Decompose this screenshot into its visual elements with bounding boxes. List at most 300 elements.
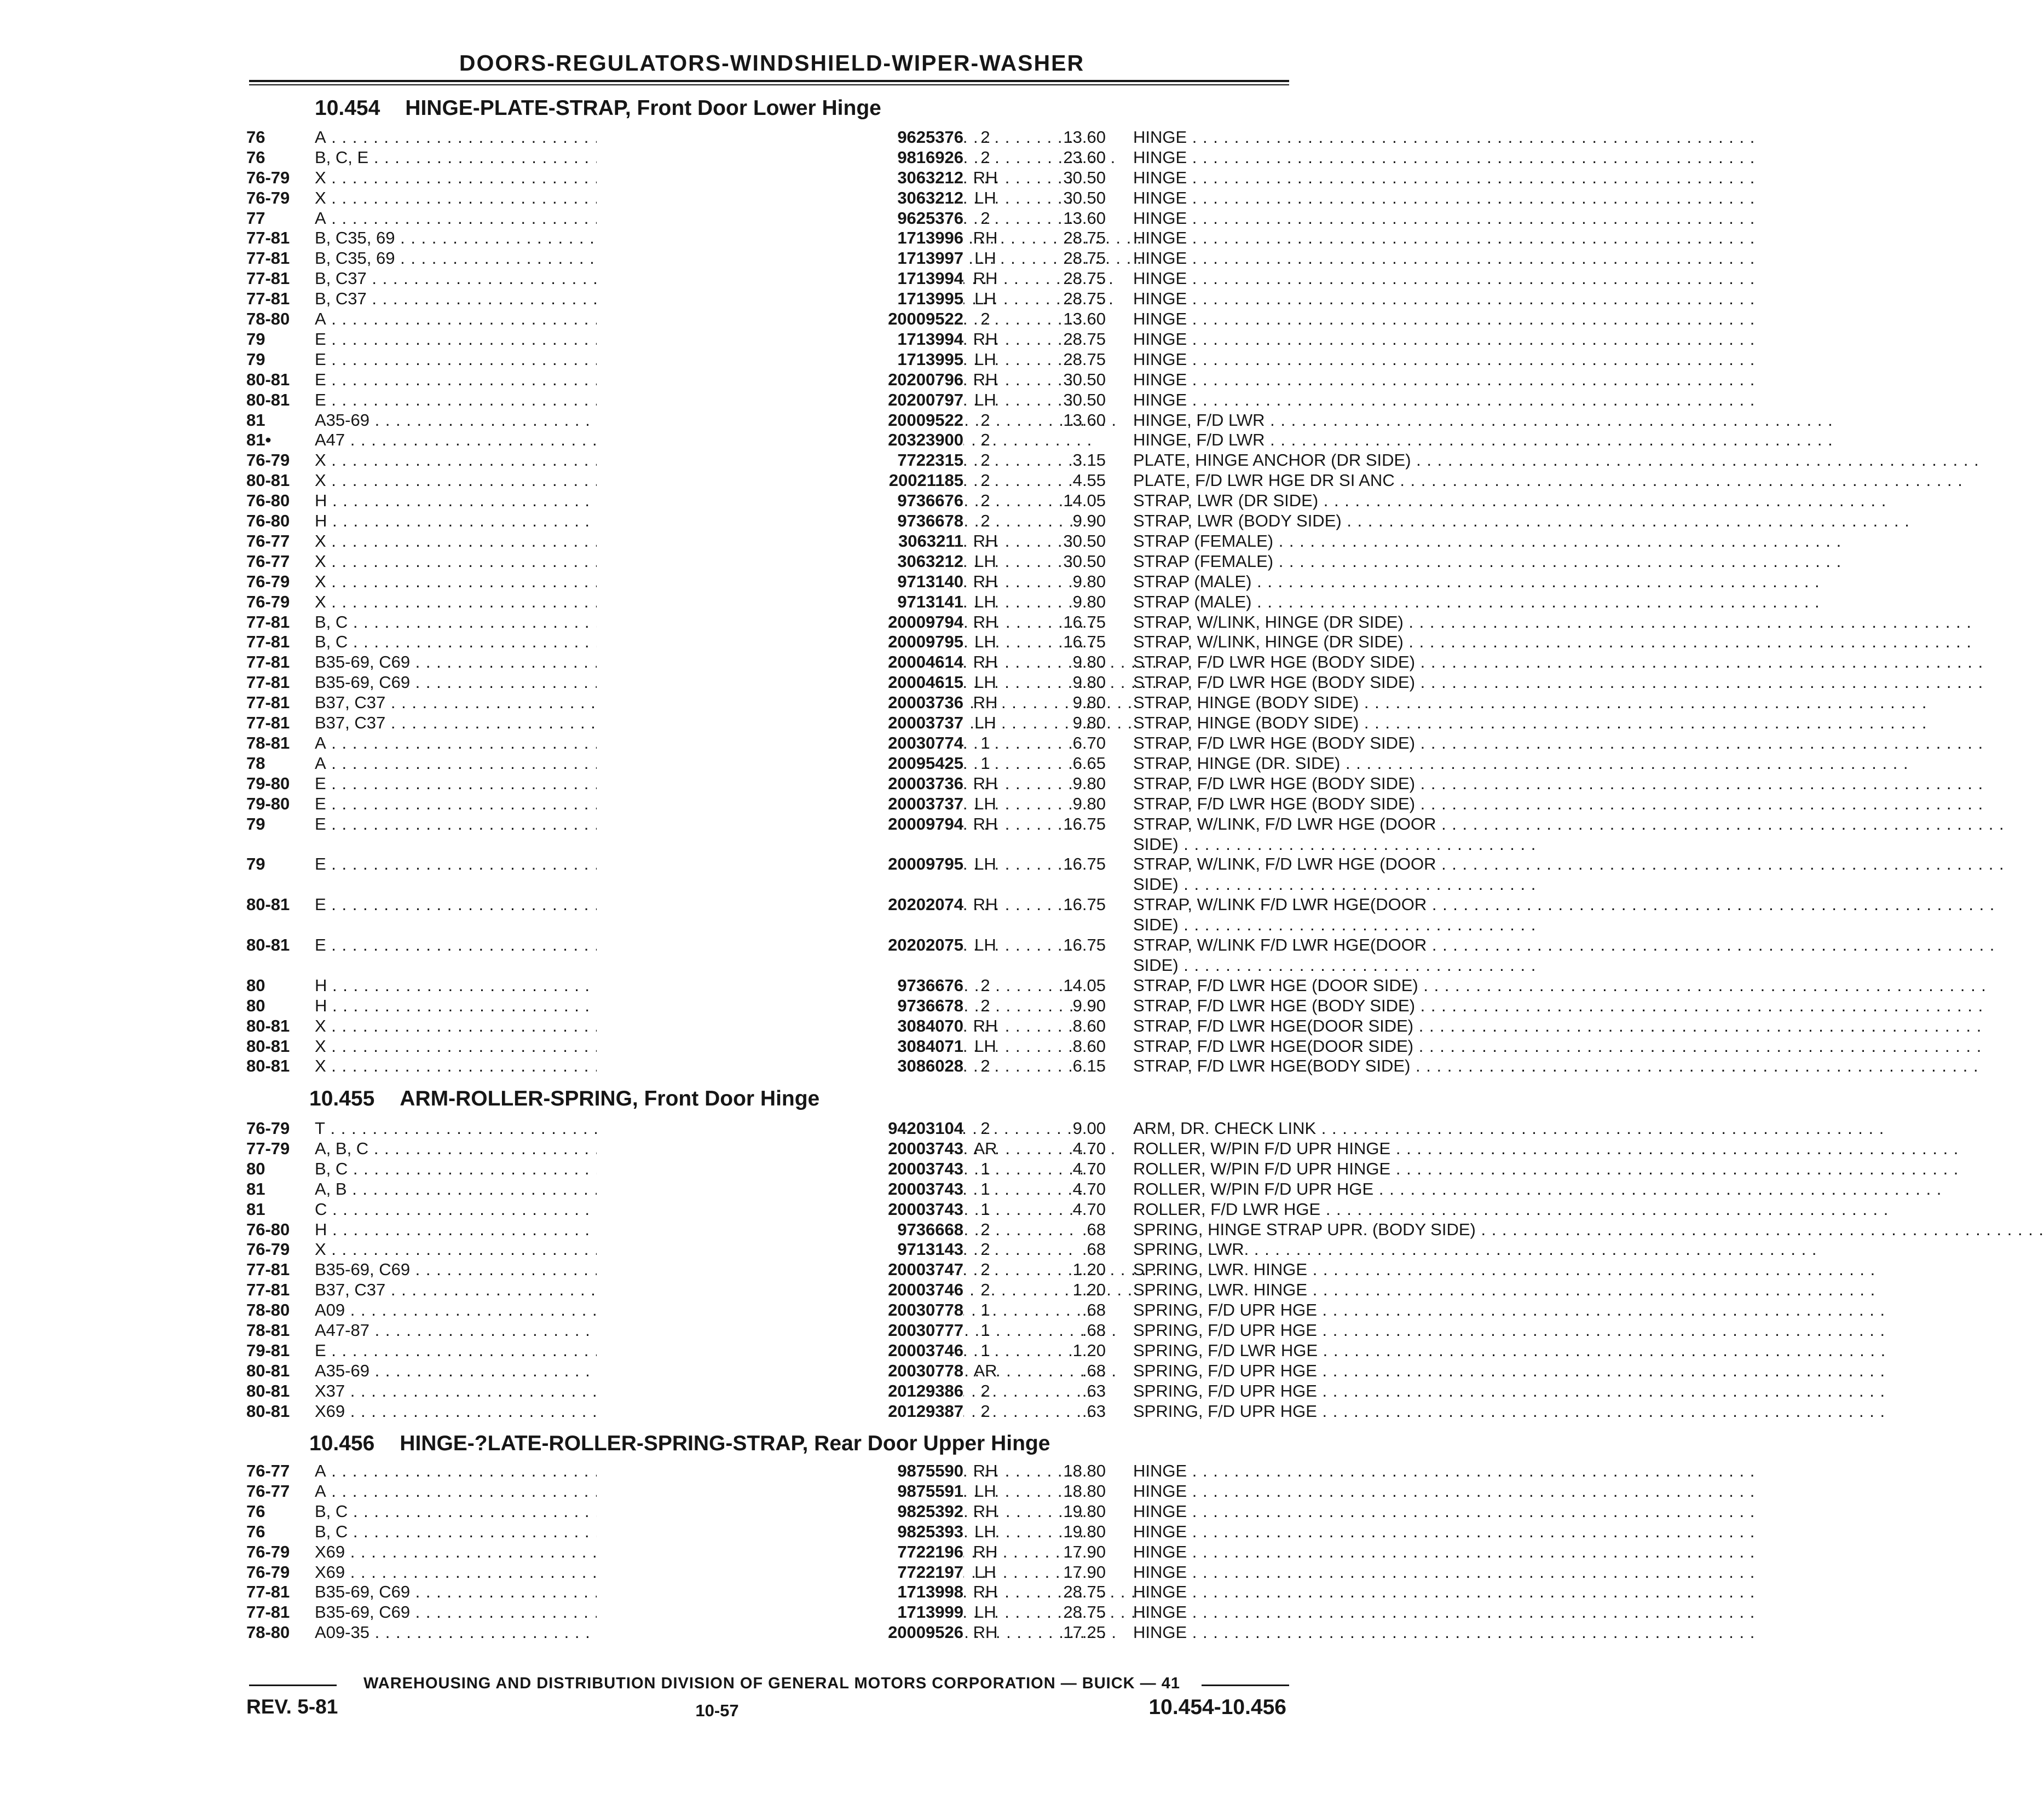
model-codes: A, B, C . . . <box>315 1139 857 1159</box>
model-codes: A . . . <box>315 733 857 753</box>
part-number: 7722197 <box>597 1562 963 1582</box>
quantity: 2 <box>980 410 990 430</box>
part-number: 20202074 <box>597 895 963 914</box>
quantity: 2 <box>980 1381 990 1400</box>
description: HINGE . . . <box>1133 228 1516 248</box>
price: 16.75 <box>1063 814 1106 833</box>
part-row <box>246 209 1275 228</box>
model-codes: E . . . <box>315 935 857 955</box>
model-year: 78-80 <box>246 1300 290 1319</box>
part-number: 20003743 <box>597 1179 963 1199</box>
quantity: RH <box>973 228 998 247</box>
model-codes: E . . . <box>315 350 857 369</box>
model-year: 76-79 <box>246 592 290 611</box>
part-number: 20129387 <box>597 1402 963 1421</box>
quantity: RH <box>973 329 998 349</box>
section-title: HINGE-PLATE-STRAP, Front Door Lower Hinge <box>405 96 881 120</box>
part-number: 9736678 <box>597 511 963 531</box>
model-codes: B35-69, C69 . . . <box>315 1582 857 1602</box>
model-year: 76 <box>246 128 265 147</box>
part-row <box>246 1341 1318 1361</box>
part-row <box>246 128 1275 147</box>
model-year: 79 <box>246 350 265 369</box>
description: HINGE, F/D LWR . . . <box>1133 410 1516 430</box>
quantity: RH <box>973 1542 998 1561</box>
price: 19.80 <box>1063 1502 1106 1521</box>
price: .63 <box>1082 1381 1106 1400</box>
part-number: 20129386 <box>597 1381 963 1401</box>
model-year: 80-81 <box>246 1016 290 1035</box>
part-number: 7722196 <box>597 1542 963 1562</box>
part-row <box>246 1240 1275 1259</box>
description: STRAP, W/LINK, F/D LWR HGE (DOOR . . . <box>1133 814 1516 834</box>
model-year: 80-81 <box>246 1037 290 1056</box>
part-row <box>246 1220 1476 1240</box>
quantity: RH <box>973 612 998 632</box>
model-codes: A . . . <box>315 128 857 147</box>
model-year: 77-81 <box>246 289 290 308</box>
quantity: LH <box>974 632 996 651</box>
part-row <box>246 774 1416 794</box>
model-codes: B, C37 . . . <box>315 269 857 288</box>
part-row <box>246 1502 1275 1521</box>
quantity: 1 <box>980 1300 990 1319</box>
part-row <box>246 652 1416 672</box>
part-number: 20003743 <box>597 1139 963 1159</box>
quantity: LH <box>974 350 996 369</box>
model-year: 80-81 <box>246 935 290 954</box>
description: ROLLER, W/PIN F/D UPR HGE . . . <box>1133 1179 1516 1199</box>
part-number: 3063212 <box>597 168 963 188</box>
part-row <box>246 572 1275 592</box>
model-codes: E . . . <box>315 854 857 874</box>
description: STRAP (FEMALE) . . . <box>1133 552 1516 571</box>
description: STRAP, W/LINK, HINGE (DR SIDE) . . . <box>1133 612 1516 632</box>
part-row <box>246 794 1416 814</box>
part-number: 20003747 <box>597 1260 963 1280</box>
description: SPRING, HINGE STRAP UPR. (BODY SIDE) . . . <box>1133 1220 1516 1240</box>
price: 1.20 <box>1072 1280 1106 1299</box>
price: 16.75 <box>1063 632 1106 651</box>
description: SPRING, LWR. HINGE . . . <box>1133 1280 1516 1300</box>
part-number: 20003743 <box>597 1200 963 1219</box>
description: STRAP, LWR (BODY SIDE) . . . <box>1133 511 1516 531</box>
section-heading-10-454 <box>315 96 881 121</box>
part-row <box>246 814 1436 834</box>
description: SPRING, LWR. HINGE . . . <box>1133 1260 1516 1280</box>
description: HINGE . . . <box>1133 209 1516 228</box>
description: HINGE . . . <box>1133 350 1516 369</box>
quantity: 2 <box>980 450 990 470</box>
model-year: 80-81 <box>246 1361 290 1380</box>
model-codes: X . . . <box>315 552 857 571</box>
description: STRAP, F/D LWR HGE (BODY SIDE) . . . <box>1133 652 1516 672</box>
part-row <box>246 1037 1414 1056</box>
part-number: 20030778 <box>597 1361 963 1381</box>
model-codes: X . . . <box>315 1056 857 1076</box>
section-number: 10.455 <box>309 1087 375 1110</box>
price: 18.80 <box>1063 1461 1106 1480</box>
description: HINGE . . . <box>1133 329 1516 349</box>
part-number: 20003746 <box>597 1341 963 1361</box>
part-row <box>246 1361 1317 1381</box>
model-year: 79-81 <box>246 1341 290 1360</box>
model-codes: B35-69, C69 . . . <box>315 652 857 672</box>
price: 4.70 <box>1072 1200 1106 1219</box>
part-row <box>246 1481 1275 1501</box>
price: 17.25 <box>1063 1623 1106 1642</box>
quantity: AR <box>973 1361 997 1380</box>
model-year: 80-81 <box>246 370 290 389</box>
model-codes: X . . . <box>315 572 857 592</box>
part-number: 20200796 <box>597 370 963 390</box>
description: STRAP (FEMALE) . . . <box>1133 531 1516 551</box>
model-codes: B, C . . . <box>315 632 857 652</box>
price: 3.15 <box>1072 450 1106 470</box>
part-number: 3063211 <box>597 531 963 551</box>
description: STRAP, F/D LWR HGE (BODY SIDE) . . . <box>1133 733 1516 753</box>
model-codes: A . . . <box>315 209 857 228</box>
quantity: RH <box>973 1502 998 1521</box>
model-year: 76-80 <box>246 491 290 510</box>
description: SPRING, F/D UPR HGE . . . <box>1133 1402 1516 1421</box>
part-number: 20009522 <box>597 309 963 329</box>
model-year: 76 <box>246 1502 265 1521</box>
part-row <box>246 228 1275 248</box>
part-row <box>246 996 1416 1016</box>
part-number: 20004615 <box>597 673 963 692</box>
description: STRAP (MALE) . . . <box>1133 592 1516 612</box>
part-number: 9625376 <box>597 209 963 228</box>
part-number: 20003737 <box>597 794 963 814</box>
part-row <box>246 1200 1321 1219</box>
model-codes: B, C . . . <box>315 1522 857 1542</box>
price: 30.50 <box>1063 188 1106 207</box>
part-row <box>246 491 1319 511</box>
description: STRAP, W/LINK, HINGE (DR SIDE) . . . <box>1133 632 1516 652</box>
part-row <box>246 1623 1275 1642</box>
model-year: 76-80 <box>246 511 290 530</box>
part-number: 9816926 <box>597 148 963 167</box>
quantity: 1 <box>980 1341 990 1360</box>
model-year: 80-81 <box>246 895 290 914</box>
model-year: 78-81 <box>246 733 290 752</box>
price: 30.50 <box>1063 552 1106 571</box>
quantity: LH <box>974 794 996 813</box>
price: 28.75 <box>1063 228 1106 247</box>
price: 28.75 <box>1063 329 1106 349</box>
model-codes: X . . . <box>315 450 857 470</box>
section-title: ARM-ROLLER-SPRING, Front Door Hinge <box>400 1087 820 1110</box>
part-row <box>246 248 1275 268</box>
model-codes: A35-69 . . . <box>315 410 857 430</box>
part-number: 20323900 <box>597 430 963 450</box>
description: STRAP, F/D LWR HGE(BODY SIDE) . . . <box>1133 1056 1516 1076</box>
model-year: 76-77 <box>246 1481 290 1501</box>
part-row <box>246 410 1275 430</box>
part-number: 20003737 <box>597 713 963 733</box>
part-number: 9736668 <box>597 1220 963 1240</box>
part-number: 94203104 <box>597 1119 963 1138</box>
quantity: 2 <box>980 1056 990 1075</box>
quantity: 2 <box>980 430 990 449</box>
price: 4.70 <box>1072 1159 1106 1178</box>
part-row <box>246 1582 1275 1602</box>
description: STRAP, HINGE (BODY SIDE) . . . <box>1133 713 1516 733</box>
part-row <box>246 1602 1275 1622</box>
footer-division: WAREHOUSING AND DISTRIBUTION DIVISION OF GENERAL MOTORS CORPORATION — BUICK — 41 <box>363 1675 1180 1692</box>
description: ROLLER, W/PIN F/D UPR HINGE . . . <box>1133 1139 1516 1159</box>
quantity: LH <box>974 1481 996 1501</box>
quantity: LH <box>974 592 996 611</box>
model-year: 76-79 <box>246 1542 290 1561</box>
price: 9.80 <box>1072 713 1106 732</box>
part-number: 1713996 <box>597 228 963 248</box>
description: SPRING, F/D UPR HGE . . . <box>1133 1381 1516 1401</box>
description: STRAP, F/D LWR HGE(DOOR SIDE) . . . <box>1133 1037 1516 1056</box>
price: 8.60 <box>1072 1037 1106 1056</box>
model-codes: H . . . <box>315 511 857 531</box>
part-number: 20030774 <box>597 733 963 753</box>
description: ROLLER, W/PIN F/D UPR HINGE . . . <box>1133 1159 1516 1179</box>
price: 13.60 <box>1063 128 1106 147</box>
model-codes: B, C35, 69 . . . <box>315 248 857 268</box>
part-row <box>246 1461 1275 1481</box>
price: 6.70 <box>1072 733 1106 752</box>
part-row <box>246 430 1275 450</box>
quantity: LH <box>974 935 996 954</box>
model-codes: X37 . . . <box>315 1381 857 1401</box>
description: SPRING, F/D LWR HGE . . . <box>1133 1341 1516 1361</box>
model-codes: A09 . . . <box>315 1300 857 1320</box>
quantity: RH <box>973 572 998 591</box>
part-row <box>246 935 1427 955</box>
quantity: 2 <box>980 976 990 995</box>
model-codes: B35-69, C69 . . . <box>315 673 857 692</box>
revision-label: REV. 5-81 <box>246 1695 338 1718</box>
model-year: 78-80 <box>246 1623 290 1642</box>
description: STRAP (MALE) . . . <box>1133 572 1516 592</box>
description: HINGE . . . <box>1133 1623 1516 1642</box>
model-codes: E . . . <box>315 390 857 410</box>
description: STRAP, HINGE (DR. SIDE) . . . <box>1133 754 1516 773</box>
part-number: 20095425 <box>597 754 963 773</box>
model-year: 78-80 <box>246 309 290 328</box>
part-row <box>246 531 1275 551</box>
price: 8.60 <box>1072 1016 1106 1035</box>
model-year: 76-77 <box>246 552 290 571</box>
description: SPRING, LWR. . . . <box>1133 1240 1516 1259</box>
model-year: 78-81 <box>246 1321 290 1340</box>
quantity: LH <box>974 673 996 692</box>
description: HINGE . . . <box>1133 1522 1516 1542</box>
description: HINGE . . . <box>1133 390 1516 410</box>
model-year: 77-81 <box>246 713 290 732</box>
part-number: 20003746 <box>597 1280 963 1300</box>
quantity: LH <box>974 248 996 268</box>
quantity: 2 <box>980 1119 990 1138</box>
model-year: 77-81 <box>246 228 290 247</box>
part-number: 9736676 <box>597 491 963 511</box>
model-year: 76-79 <box>246 1119 290 1138</box>
model-year: 77-81 <box>246 652 290 672</box>
part-row <box>246 1056 1411 1076</box>
quantity: LH <box>974 854 996 873</box>
part-row <box>246 168 1275 188</box>
description: STRAP, W/LINK F/D LWR HGE(DOOR . . . <box>1133 895 1516 914</box>
quantity: 2 <box>980 996 990 1015</box>
description: PLATE, F/D LWR HGE DR SI ANC . . . <box>1133 471 1516 490</box>
model-codes: E . . . <box>315 794 857 814</box>
part-row <box>246 1139 1391 1159</box>
group-range: 10.454-10.456 <box>1148 1695 1286 1719</box>
price: 28.75 <box>1063 1602 1106 1622</box>
model-codes: H . . . <box>315 996 857 1016</box>
part-row <box>246 592 1275 612</box>
model-codes: E . . . <box>315 895 857 914</box>
quantity: RH <box>973 269 998 288</box>
model-year: 77-81 <box>246 248 290 268</box>
quantity: 1 <box>980 733 990 752</box>
price: 13.60 <box>1063 209 1106 228</box>
model-year: 77-81 <box>246 269 290 288</box>
footer-rule-left <box>249 1685 337 1686</box>
price: 30.50 <box>1063 531 1106 551</box>
section-heading-10-456 <box>309 1431 1050 1456</box>
price: 14.05 <box>1063 491 1106 510</box>
model-year: 76-79 <box>246 1562 290 1582</box>
price: 9.80 <box>1072 592 1106 611</box>
model-codes: A35-69 . . . <box>315 1361 857 1381</box>
part-number: 20009794 <box>597 612 963 632</box>
quantity: 2 <box>980 471 990 490</box>
model-codes: B, C, E . . . <box>315 148 857 167</box>
description: HINGE, F/D LWR . . . <box>1133 430 1516 450</box>
model-year: 77-81 <box>246 1582 290 1601</box>
description: HINGE . . . <box>1133 1582 1516 1602</box>
price: 6.15 <box>1072 1056 1106 1075</box>
model-codes: X . . . <box>315 188 857 208</box>
model-year: 76-80 <box>246 1220 290 1239</box>
model-year: 77 <box>246 209 265 228</box>
price: 16.75 <box>1063 854 1106 873</box>
price: 9.80 <box>1072 693 1106 712</box>
title-rule <box>249 80 1289 82</box>
description: ROLLER, F/D LWR HGE . . . <box>1133 1200 1516 1219</box>
part-number: 20009522 <box>597 410 963 430</box>
quantity: LH <box>974 1562 996 1582</box>
quantity: 2 <box>980 1220 990 1239</box>
model-year: 80 <box>246 1159 265 1178</box>
description: HINGE . . . <box>1133 370 1516 390</box>
model-year: 76-77 <box>246 531 290 551</box>
part-number: 3086028 <box>597 1056 963 1076</box>
description-continued: SIDE) . . . <box>1133 875 1478 894</box>
section-number: 10.456 <box>309 1432 375 1455</box>
price: 9.80 <box>1072 774 1106 793</box>
part-number: 1713998 <box>597 1582 963 1602</box>
model-codes: A . . . <box>315 1461 857 1481</box>
quantity: 1 <box>980 754 990 773</box>
section-number: 10.454 <box>315 96 380 120</box>
price: 9.80 <box>1072 652 1106 672</box>
quantity: 2 <box>980 1260 990 1279</box>
model-year: 76-79 <box>246 572 290 591</box>
price: 17.90 <box>1063 1562 1106 1582</box>
model-codes: E . . . <box>315 774 857 794</box>
part-number: 20003736 <box>597 693 963 713</box>
description: STRAP, W/LINK, F/D LWR HGE (DOOR . . . <box>1133 854 1516 874</box>
quantity: 1 <box>980 1159 990 1178</box>
part-number: 20009526 <box>597 1623 963 1642</box>
quantity: RH <box>973 1582 998 1601</box>
part-row <box>246 471 1395 490</box>
price: 9.90 <box>1072 511 1106 530</box>
quantity: LH <box>974 1522 996 1541</box>
price: 23.60 <box>1063 148 1106 167</box>
part-number: 20009794 <box>597 814 963 834</box>
quantity: LH <box>974 713 996 732</box>
quantity: RH <box>973 774 998 793</box>
part-row <box>246 552 1275 571</box>
price: .63 <box>1082 1402 1106 1421</box>
model-year: 80-81 <box>246 1381 290 1400</box>
price: 13.60 <box>1063 309 1106 328</box>
price: 16.75 <box>1063 612 1106 632</box>
description: STRAP, LWR (DR SIDE) . . . <box>1133 491 1516 511</box>
price: 9.00 <box>1072 1119 1106 1138</box>
model-codes: X . . . <box>315 168 857 188</box>
price: 16.75 <box>1063 935 1106 954</box>
quantity: 1 <box>980 1200 990 1219</box>
part-row <box>246 713 1359 733</box>
quantity: 2 <box>980 128 990 147</box>
description: STRAP, W/LINK F/D LWR HGE(DOOR . . . <box>1133 935 1516 955</box>
price: 28.75 <box>1063 1582 1106 1601</box>
model-codes: E . . . <box>315 814 857 834</box>
model-year: 81 <box>246 410 265 430</box>
description-continued: SIDE) . . . <box>1133 915 1478 935</box>
quantity: 2 <box>980 1240 990 1259</box>
quantity: LH <box>974 1602 996 1622</box>
part-row <box>246 612 1404 632</box>
price: .68 <box>1082 1361 1106 1380</box>
description: HINGE . . . <box>1133 188 1516 208</box>
quantity: RH <box>973 370 998 389</box>
part-number: 3084070 <box>597 1016 963 1036</box>
model-year: 79 <box>246 814 265 833</box>
model-codes: A . . . <box>315 309 857 329</box>
part-number: 9713141 <box>597 592 963 612</box>
description: STRAP, HINGE (BODY SIDE) . . . <box>1133 693 1516 713</box>
price: 30.50 <box>1063 168 1106 187</box>
model-codes: B, C . . . <box>315 1502 857 1521</box>
description: STRAP, F/D LWR HGE (BODY SIDE) . . . <box>1133 774 1516 794</box>
quantity: RH <box>973 1623 998 1642</box>
description: PLATE, HINGE ANCHOR (DR SIDE) . . . <box>1133 450 1516 470</box>
part-row <box>246 673 1416 692</box>
model-codes: B37, C37 . . . <box>315 713 857 733</box>
model-codes: E . . . <box>315 329 857 349</box>
part-number: 7722315 <box>597 450 963 470</box>
quantity: 2 <box>980 1402 990 1421</box>
model-codes: H . . . <box>315 976 857 995</box>
part-number: 3063212 <box>597 188 963 208</box>
part-row <box>246 309 1275 329</box>
price: 19.80 <box>1063 1522 1106 1541</box>
model-year: 77-81 <box>246 693 290 712</box>
model-year: 77-81 <box>246 673 290 692</box>
